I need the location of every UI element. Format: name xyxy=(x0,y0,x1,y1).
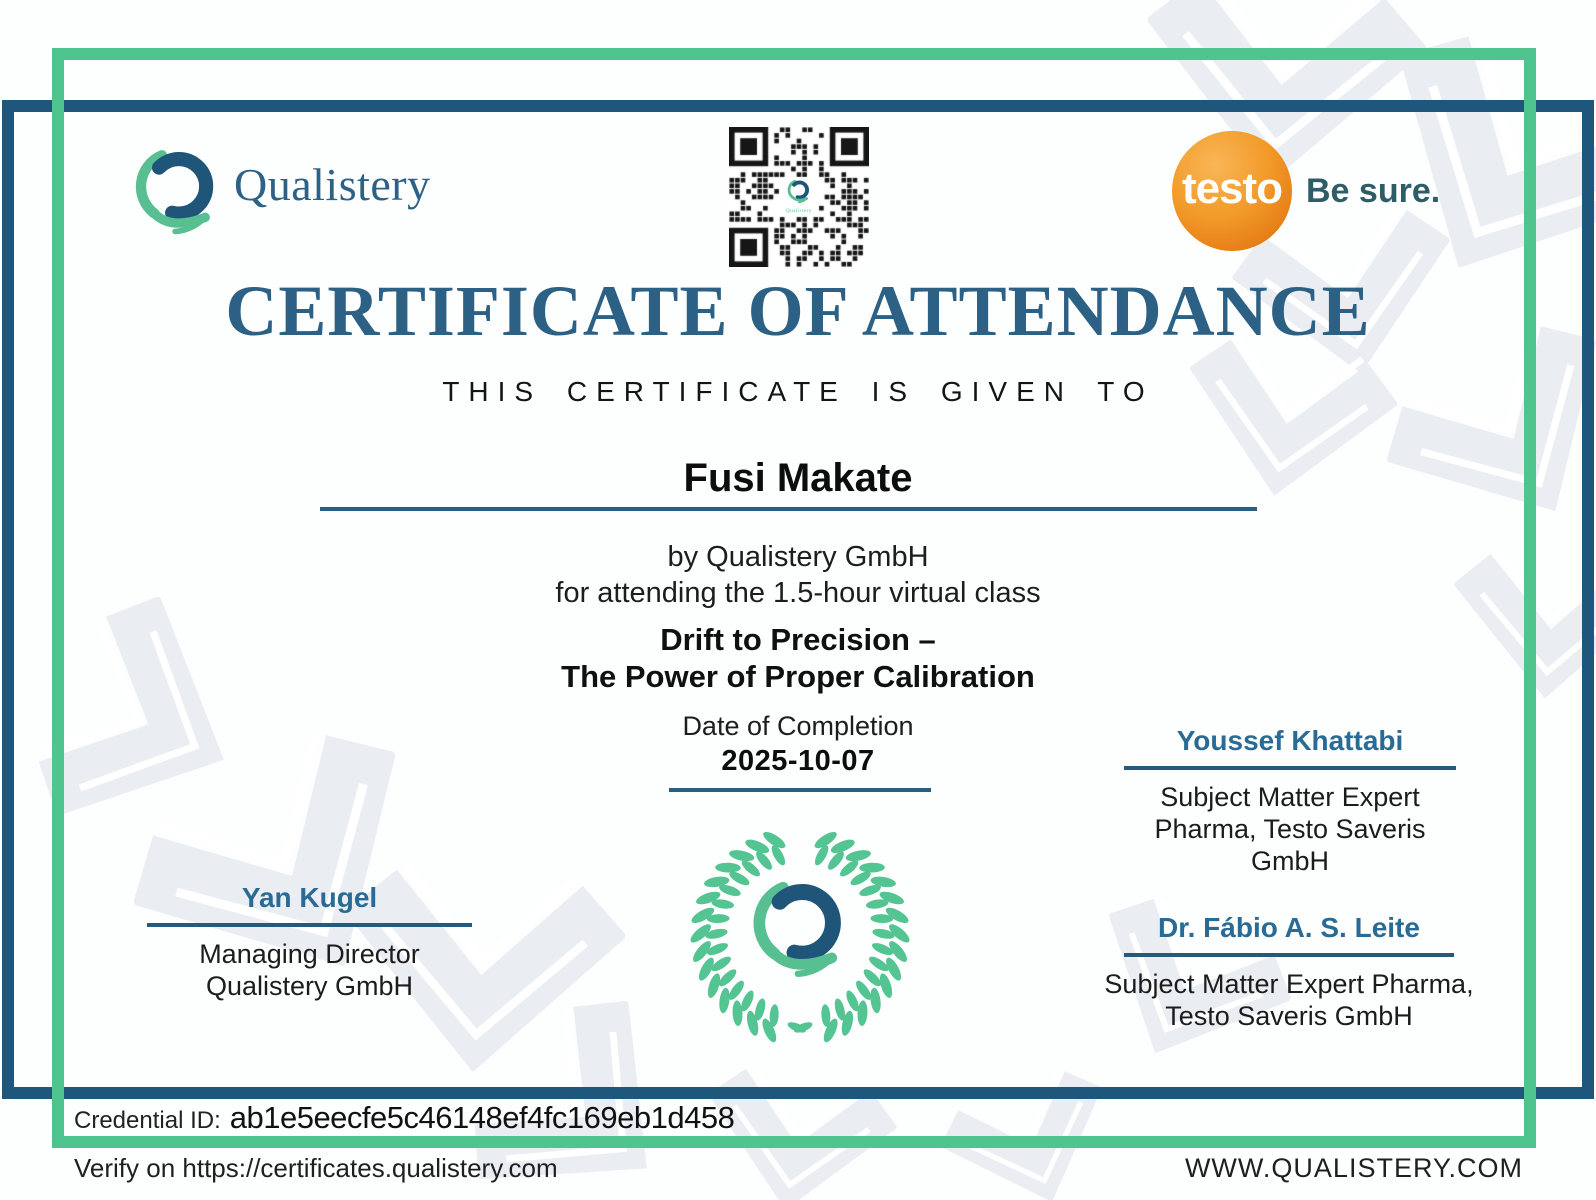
signature-block-youssef-khattabi xyxy=(1124,725,1456,877)
signature-block-fabio-leite xyxy=(1082,912,1496,1032)
issuer-byline xyxy=(0,539,1596,611)
certificate-title: CERTIFICATE OF ATTENDANCE xyxy=(225,271,1371,351)
website-text: WWW.QUALISTERY.COM xyxy=(1184,1153,1523,1183)
signatory-role-line: Subject Matter Expert xyxy=(1160,782,1420,812)
signatory-role-line: Testo Saveris GmbH xyxy=(1165,1001,1413,1031)
qr-code xyxy=(729,127,869,267)
verify-url-text: Verify on https://certificates.qualistery.com xyxy=(74,1153,558,1183)
certificate-subtitle: THIS CERTIFICATE IS GIVEN TO xyxy=(442,376,1154,407)
signature-rule xyxy=(1124,766,1456,770)
testo-tagline: Be sure. xyxy=(1306,172,1441,210)
qualistery-q-icon xyxy=(786,178,812,204)
testo-logo-text: testo xyxy=(1181,164,1283,213)
issuer-line: by Qualistery GmbH xyxy=(667,541,929,573)
signatory-role-line: Qualistery GmbH xyxy=(205,971,414,1001)
signatory-name: Youssef Khattabi xyxy=(1176,725,1404,756)
testo-logo xyxy=(1172,131,1292,251)
laurel-wreath-seal xyxy=(682,818,918,1054)
recipient-name-rule xyxy=(320,507,1257,511)
completion-date-rule xyxy=(669,788,931,792)
laurel-wreath-icon xyxy=(682,818,918,1054)
qualistery-logo xyxy=(130,144,431,238)
course-title-line1: Drift to Precision – xyxy=(660,622,936,657)
credential-row xyxy=(74,1100,734,1136)
signatory-role-line: Pharma, Testo Saveris xyxy=(1154,814,1426,844)
signatory-name: Dr. Fábio A. S. Leite xyxy=(1158,912,1420,943)
qualistery-wordmark: Qualistery xyxy=(234,158,431,210)
course-title xyxy=(0,621,1596,695)
course-title-line2: The Power of Proper Calibration xyxy=(561,659,1035,694)
completion-date-label: Date of Completion xyxy=(682,711,914,741)
credential-id-label: Credential ID: xyxy=(74,1107,221,1134)
qr-center-logo xyxy=(784,177,814,215)
signatory-role-line: Subject Matter Expert Pharma, xyxy=(1104,969,1474,999)
qr-center-label: Qualistery xyxy=(786,209,812,215)
signature-block-yan-kugel xyxy=(147,882,472,1002)
signatory-role-line: GmbH xyxy=(1250,846,1329,876)
attendance-line: for attending the 1.5-hour virtual class xyxy=(555,577,1041,609)
recipient-name: Fusi Makate xyxy=(683,456,913,500)
signatory-name: Yan Kugel xyxy=(241,882,378,913)
signature-rule xyxy=(1124,953,1454,957)
signatory-role-line: Managing Director xyxy=(199,939,420,969)
qualistery-q-icon xyxy=(130,144,224,238)
completion-date-value: 2025-10-07 xyxy=(721,745,875,777)
signature-rule xyxy=(147,923,472,927)
credential-id-value: ab1e5eecfe5c46148ef4fc169eb1d458 xyxy=(229,1100,735,1135)
